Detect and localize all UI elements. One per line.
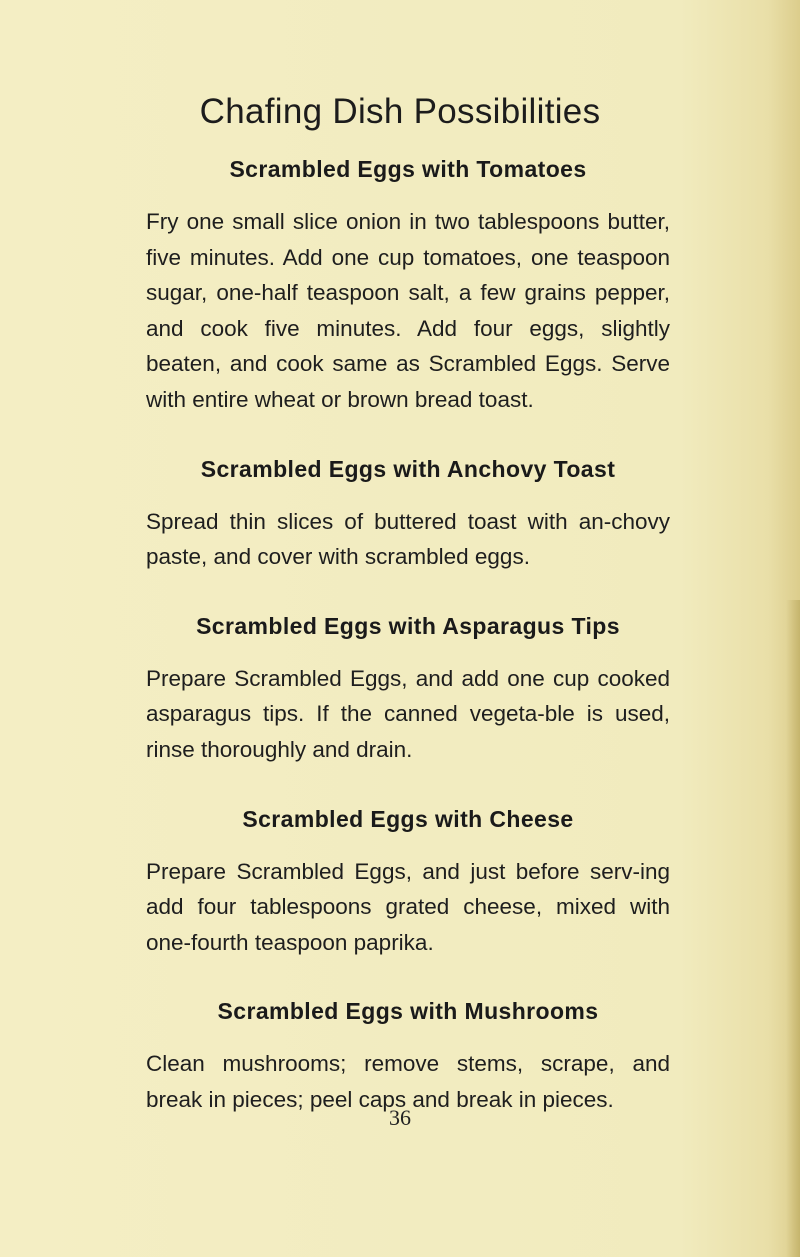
page-content <box>146 152 670 1152</box>
page-edge-stain <box>786 600 800 1257</box>
running-head: Chafing Dish Possibilities <box>199 92 601 131</box>
recipe-title: Scrambled Eggs with Tomatoes <box>229 156 587 182</box>
recipe-body: Fry one small slice onion in two tablespoons butter, five minutes. Add one cup tomatoes, one teaspoon sugar, one-half teaspoon salt, a few grains pepper, and cook five minutes. Add four eggs, slightly beaten, and cook same as Scrambled Eggs. Serve with entire wheat or brown bread toast. <box>146 209 670 412</box>
page-number: 36 <box>389 1105 411 1130</box>
recipe-tomatoes <box>146 152 670 418</box>
recipe-anchovy-toast <box>146 452 670 575</box>
recipe-cheese <box>146 802 670 961</box>
recipe-asparagus-tips <box>146 609 670 768</box>
recipe-title: Scrambled Eggs with Mushrooms <box>217 998 599 1025</box>
recipe-body: Prepare Scrambled Eggs, and just before serv-ing add four tablespoons grated cheese, mixed with one-fourth teaspoon paprika. <box>146 858 670 955</box>
recipe-body: Spread thin slices of buttered toast with an-chovy paste, and cover with scrambled eggs. <box>146 508 670 570</box>
recipe-body: Prepare Scrambled Eggs, and add one cup cooked asparagus tips. If the canned vegeta-ble is used, rinse thoroughly and drain. <box>146 665 670 762</box>
recipe-body: Clean mushrooms; remove stems, scrape, and break in pieces; peel caps and break in pieces. <box>146 1051 670 1112</box>
recipe-title: Scrambled Eggs with Anchovy Toast <box>200 455 616 482</box>
recipe-title: Scrambled Eggs with Cheese <box>242 805 574 832</box>
recipe-mushrooms <box>146 994 670 1117</box>
recipe-title: Scrambled Eggs with Asparagus Tips <box>196 612 620 639</box>
